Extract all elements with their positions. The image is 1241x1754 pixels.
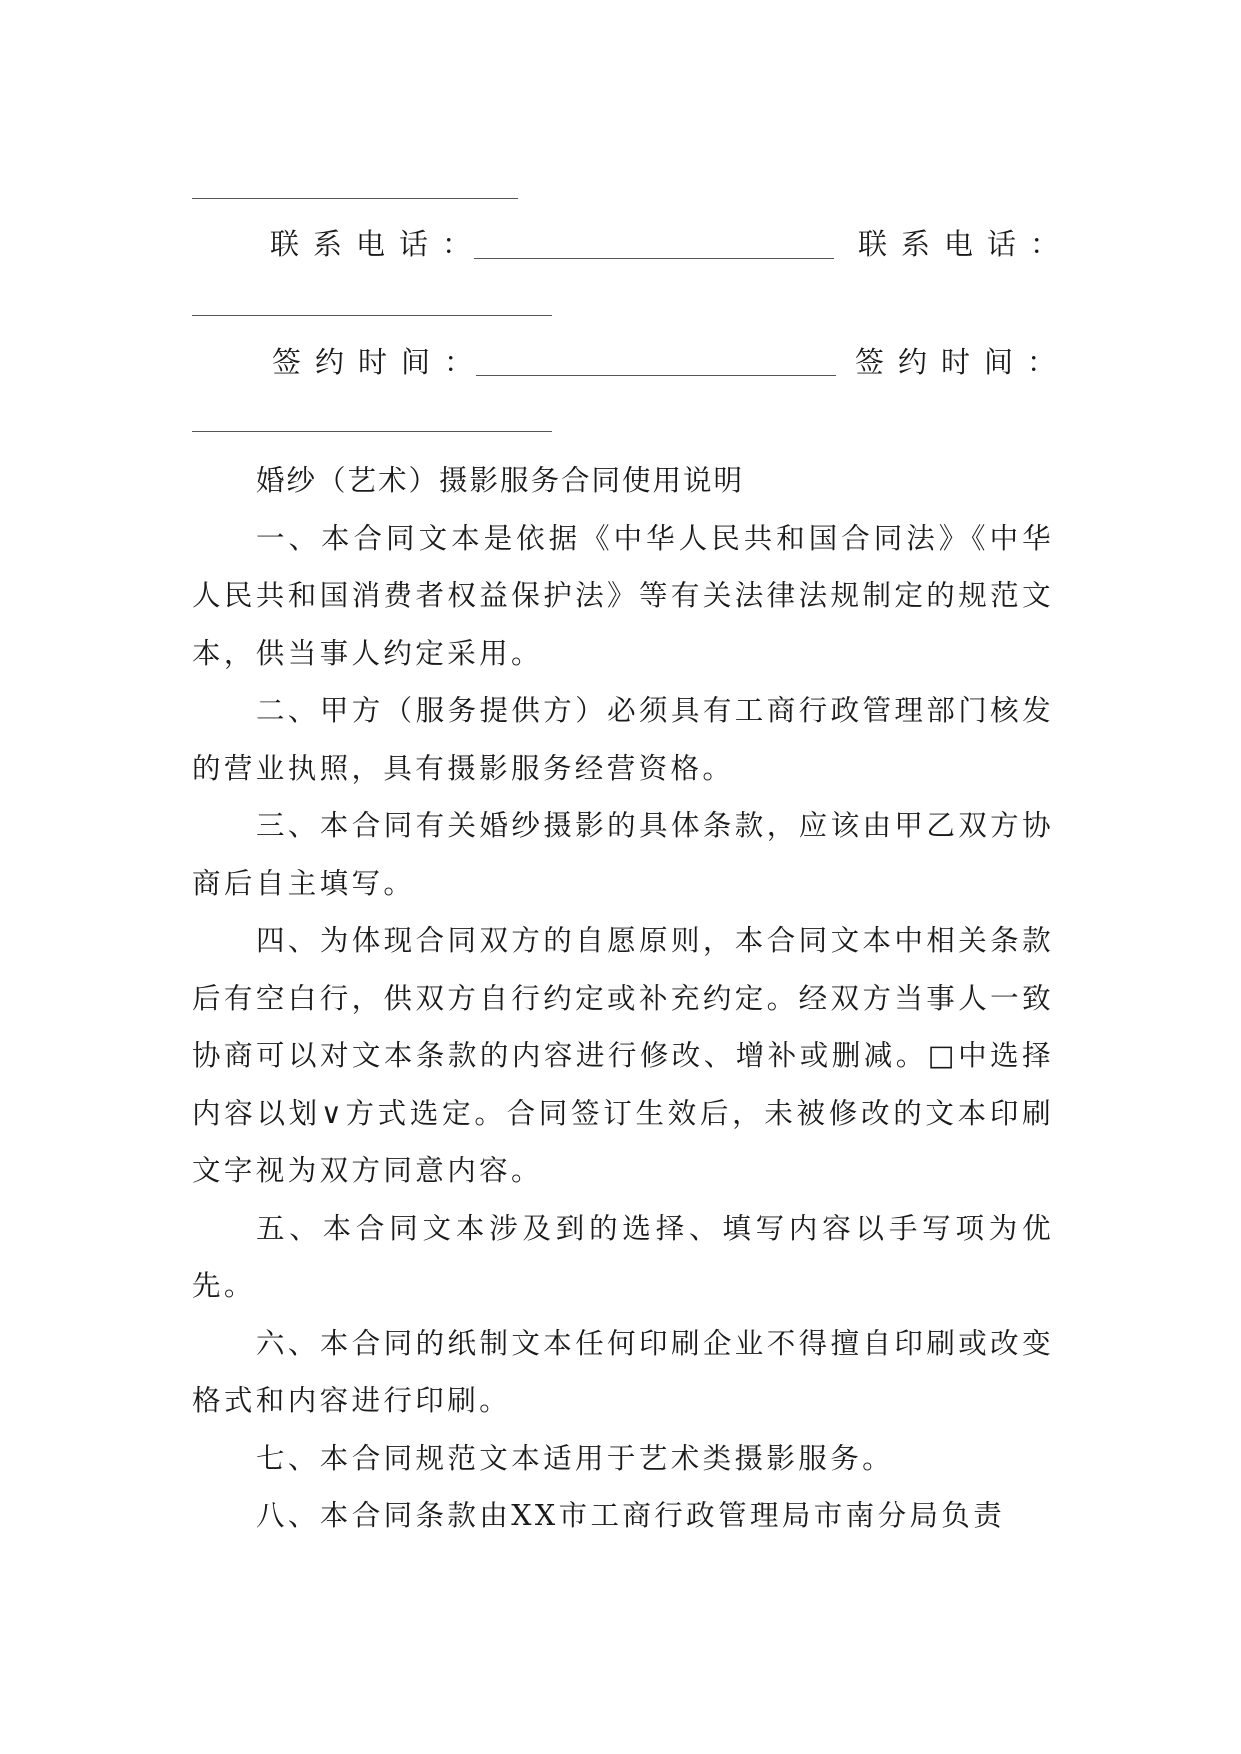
instruction-item-8: 八、本合同条款由XX市工商行政管理局市南分局负责	[256, 1499, 1006, 1532]
instruction-item-3: 三、本合同有关婚纱摄影的具体条款，应该由甲乙双方协商后自主填写。	[192, 809, 1054, 900]
signature-line-top	[192, 198, 518, 199]
signdate-field-party-b[interactable]	[192, 431, 552, 432]
instructions-section	[192, 452, 1054, 1545]
instruction-item-4: 四、为体现合同双方的自愿原则，本合同文本中相关条款后有空白行，供双方自行约定或补充约定。经双方当事人一致协商可以对文本条款的内容进行修改、增补或删减。□中选择内容以划∨方式选定。合同签订生效后，未被修改的文本印刷文字视为双方同意内容。	[192, 924, 1054, 1187]
instruction-item-6: 六、本合同的纸制文本任何印刷企业不得擅自印刷或改变格式和内容进行印刷。	[192, 1326, 1054, 1417]
phone-label-party-b: 联系电话：	[858, 227, 1074, 261]
instruction-item-2: 二、甲方（服务提供方）必须具有工商行政管理部门核发的营业执照，具有摄影服务经营资格。	[192, 694, 1054, 785]
phone-field-party-b[interactable]	[192, 315, 552, 316]
instructions-title: 婚纱（艺术）摄影服务合同使用说明	[256, 464, 745, 497]
signdate-label-party-a: 签约时间：	[272, 345, 488, 379]
instruction-item-5: 五、本合同文本涉及到的选择、填写内容以手写项为优先。	[192, 1211, 1054, 1302]
instruction-item-1: 一、本合同文本是依据《中华人民共和国合同法》《中华人民共和国消费者权益保护法》等有关法律法规制定的规范文本，供当事人约定采用。	[192, 521, 1054, 670]
instruction-item-7: 七、本合同规范文本适用于艺术类摄影服务。	[256, 1441, 895, 1475]
phone-field-party-a[interactable]	[474, 258, 834, 259]
phone-label-party-a: 联系电话：	[270, 227, 486, 261]
signdate-field-party-a[interactable]	[476, 375, 836, 376]
signdate-label-party-b: 签约时间：	[855, 345, 1071, 379]
